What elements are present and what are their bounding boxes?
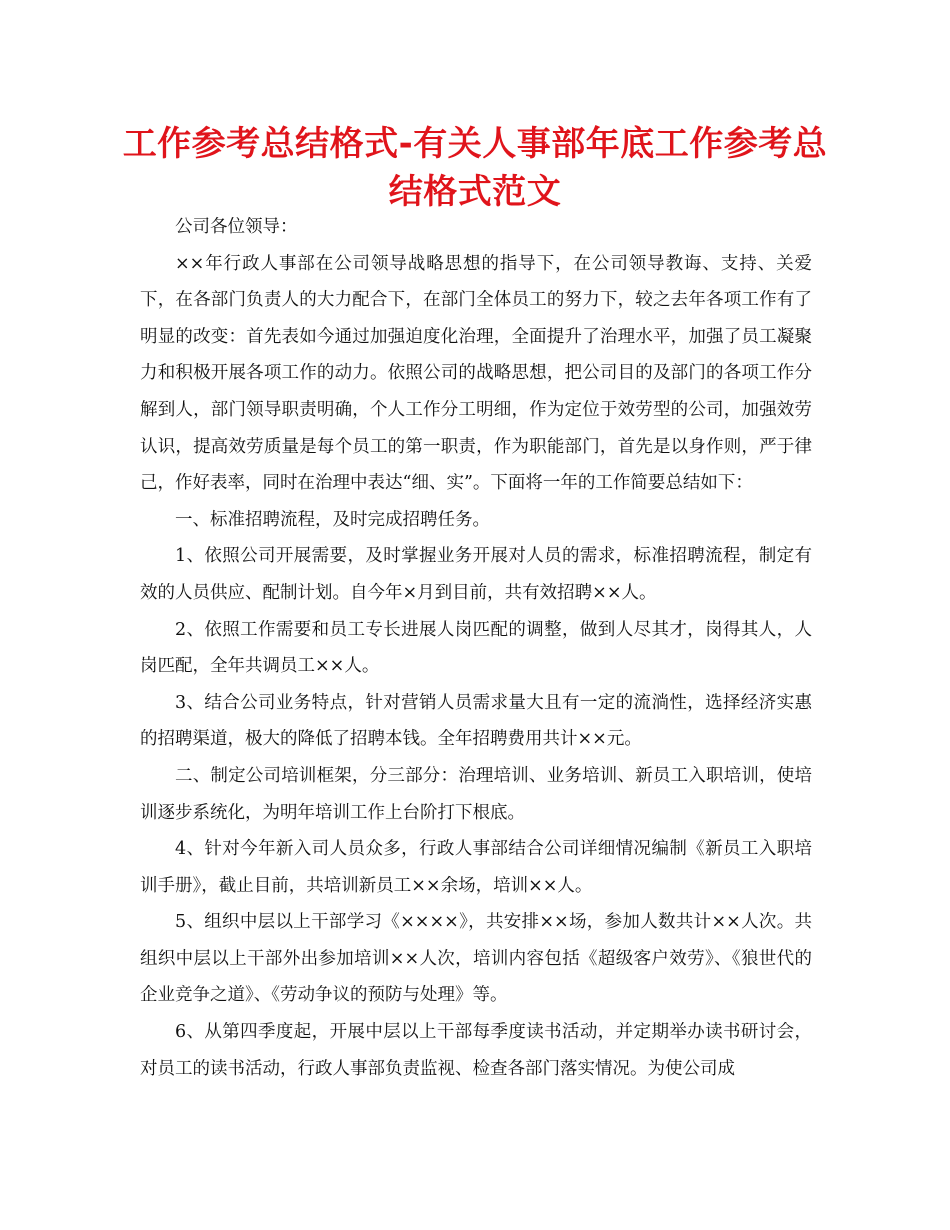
salutation: 公司各位领导： <box>175 217 298 237</box>
list-item: 2、依照工作需要和员工专长进展人岗匹配的调整，做到人尽其才，岗得其人，人岗匹配，全年共调员工××人。 <box>140 619 812 677</box>
section-heading-training: 二、制定公司培训框架，分三部分：治理培训、业务培训、新员工入职培训，使培训逐步系统化，为明年培训工作上台阶打下根底。 <box>140 765 812 823</box>
section-heading-recruitment: 一、标准招聘流程，及时完成招聘任务。 <box>175 509 490 530</box>
document-title: 工作参考总结格式-有关人事部年底工作参考总结格式范文 <box>122 124 828 212</box>
document-body <box>140 209 812 1087</box>
list-item: 4、针对今年新入司人员众多，行政人事部结合公司详细情况编制《新员工入职培训手册》，截止目前，共培训新员工××余场，培训××人。 <box>140 839 812 896</box>
list-item: 5、组织中层以上干部学习《××××》，共安排××场，参加人数共计××人次。共组织中层以上干部外出参加培训××人次，培训内容包括《超级客户效劳》、《狼世代的企业竞争之道》、《劳动争议的预防与处理》等。 <box>140 912 812 1006</box>
intro-paragraph: ××年行政人事部在公司领导战略思想的指导下，在公司领导教诲、支持、关爱下，在各部门负责人的大力配合下，在部门全体员工的努力下，较之去年各项工作有了明显的改变：首先表如今通过加强迫度化治理，全面提升了治理水平，加强了员工凝聚力和积极开展各项工作的动力。依照公司的战略思想，把公司目的及部门的各项工作分解到人，部门领导职责明确，个人工作分工明细，作为定位于效劳型的公司，加强效劳认识，提高效劳质量是每个员工的第一职责，作为职能部门，首先是以身作则，严于律己，作好表率，同时在治理中表达“细、实”。下面将一年的工作简要总结如下： <box>140 253 812 494</box>
list-item: 3、结合公司业务特点，针对营销人员需求量大且有一定的流淌性，选择经济实惠的招聘渠道，极大的降低了招聘本钱。全年招聘费用共计××元。 <box>140 692 812 750</box>
list-item: 6、从第四季度起，开展中层以上干部每季度读书活动，并定期举办读书研讨会，对员工的读书活动，行政人事部负责监视、检查各部门落实情况。为使公司成 <box>140 1022 812 1079</box>
list-item: 1、依照公司开展需要，及时掌握业务开展对人员的需求，标准招聘流程，制定有效的人员供应、配制计划。自今年×月到目前，共有效招聘××人。 <box>140 546 812 603</box>
